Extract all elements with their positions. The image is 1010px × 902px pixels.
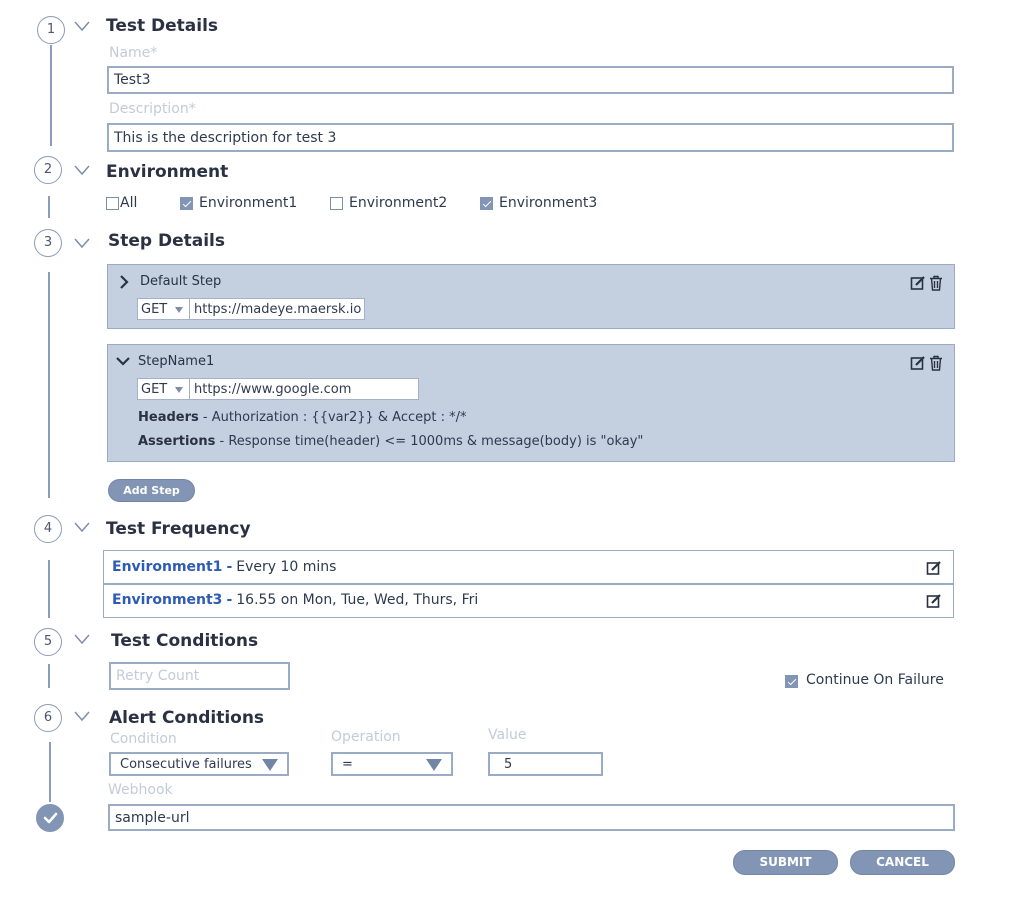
url-input[interactable]: https://madeye.maersk.io [189, 298, 365, 320]
operation-label: Operation [331, 729, 401, 745]
dropdown-arrow-icon [175, 387, 183, 393]
method-select[interactable] [137, 298, 190, 320]
environment1-checkbox[interactable] [180, 197, 193, 210]
method-value: GET [141, 381, 168, 397]
chevron-down-icon[interactable] [74, 521, 90, 533]
edit-icon[interactable] [910, 275, 926, 291]
stepper-connector [49, 742, 51, 802]
chevron-down-icon[interactable] [116, 355, 130, 367]
chevron-right-icon[interactable] [118, 275, 130, 289]
value-label: Value [488, 727, 527, 743]
check-icon [36, 804, 64, 832]
step-number-5: 5 [34, 628, 62, 656]
environment2-label: Environment2 [349, 195, 448, 211]
step-number-3: 3 [34, 229, 62, 257]
environment3-checkbox[interactable] [480, 197, 493, 210]
condition-value: Consecutive failures [120, 756, 252, 772]
trash-icon[interactable] [928, 355, 944, 371]
step-card-stepname1 [107, 344, 955, 462]
step-number-1: 1 [37, 16, 65, 44]
stepper-connector [48, 664, 50, 688]
headers-label: Headers [138, 410, 199, 425]
frequency-env[interactable]: Environment3 [112, 592, 223, 608]
name-input[interactable]: Test3 [107, 66, 954, 94]
step-number-4: 4 [34, 515, 62, 543]
frequency-row [104, 584, 953, 616]
step-number-2: 2 [34, 156, 62, 184]
edit-icon[interactable] [926, 560, 942, 576]
chevron-down-icon[interactable] [74, 20, 90, 32]
url-input[interactable]: https://www.google.com [189, 378, 419, 400]
trash-icon[interactable] [928, 275, 944, 291]
chevron-down-icon[interactable] [74, 237, 90, 249]
assertions-value: - Response time(header) <= 1000ms & message(body) is "okay" [215, 434, 644, 449]
stepper-connector [50, 45, 52, 146]
stepper-connector [48, 272, 50, 498]
frequency-env[interactable]: Environment1 [112, 559, 223, 575]
environment2-checkbox[interactable] [330, 197, 343, 210]
dropdown-arrow-icon [262, 759, 278, 771]
assertions-line [138, 434, 643, 449]
section-title-environment: Environment [106, 162, 229, 182]
submit-button[interactable]: SUBMIT [733, 850, 838, 875]
frequency-dash: - [226, 559, 233, 575]
edit-icon[interactable] [910, 355, 926, 371]
continue-on-failure-checkbox[interactable] [785, 675, 798, 688]
environment1-label: Environment1 [199, 195, 298, 211]
condition-select[interactable] [109, 752, 289, 776]
frequency-dash: - [226, 592, 233, 608]
frequency-schedule: 16.55 on Mon, Tue, Wed, Thurs, Fri [236, 592, 479, 608]
stepper-connector [48, 196, 50, 218]
name-label: Name* [109, 45, 158, 61]
frequency-schedule: Every 10 mins [236, 559, 337, 575]
step-card-default [107, 264, 955, 329]
description-label: Description* [109, 101, 196, 117]
chevron-down-icon[interactable] [74, 710, 90, 722]
section-title-test-conditions: Test Conditions [111, 631, 259, 651]
condition-label: Condition [110, 731, 177, 747]
edit-icon[interactable] [926, 593, 942, 609]
operation-select[interactable] [331, 752, 453, 776]
assertions-label: Assertions [138, 434, 216, 449]
method-select[interactable] [137, 378, 190, 400]
section-title-test-frequency: Test Frequency [106, 519, 251, 539]
frequency-table [103, 550, 954, 618]
chevron-down-icon[interactable] [74, 164, 90, 176]
section-title-step-details: Step Details [108, 231, 225, 251]
stepper-connector [48, 560, 50, 618]
retry-count-input[interactable]: Retry Count [109, 662, 290, 690]
description-input[interactable]: This is the description for test 3 [107, 123, 954, 152]
method-value: GET [141, 301, 168, 317]
dropdown-arrow-icon [175, 307, 183, 313]
continue-on-failure-label: Continue On Failure [806, 672, 944, 688]
environment-all-checkbox[interactable] [106, 197, 119, 210]
cancel-button[interactable]: CANCEL [850, 850, 955, 875]
step-name: StepName1 [138, 354, 215, 369]
chevron-down-icon[interactable] [74, 633, 90, 645]
headers-value: - Authorization : {{var2}} & Accept : */* [198, 410, 467, 425]
environment3-label: Environment3 [499, 195, 598, 211]
environment-all-label: All [120, 195, 138, 211]
add-step-button[interactable]: Add Step [108, 479, 195, 502]
operation-value: = [342, 756, 353, 772]
dropdown-arrow-icon [426, 759, 442, 771]
section-title-test-details: Test Details [106, 16, 219, 36]
value-input[interactable]: 5 [488, 752, 603, 776]
webhook-input[interactable]: sample-url [108, 804, 955, 831]
headers-line [138, 410, 467, 425]
step-name: Default Step [140, 274, 222, 289]
frequency-row [104, 551, 953, 583]
section-title-alert-conditions: Alert Conditions [109, 708, 265, 728]
step-number-6: 6 [34, 704, 62, 732]
webhook-label: Webhook [108, 782, 173, 798]
